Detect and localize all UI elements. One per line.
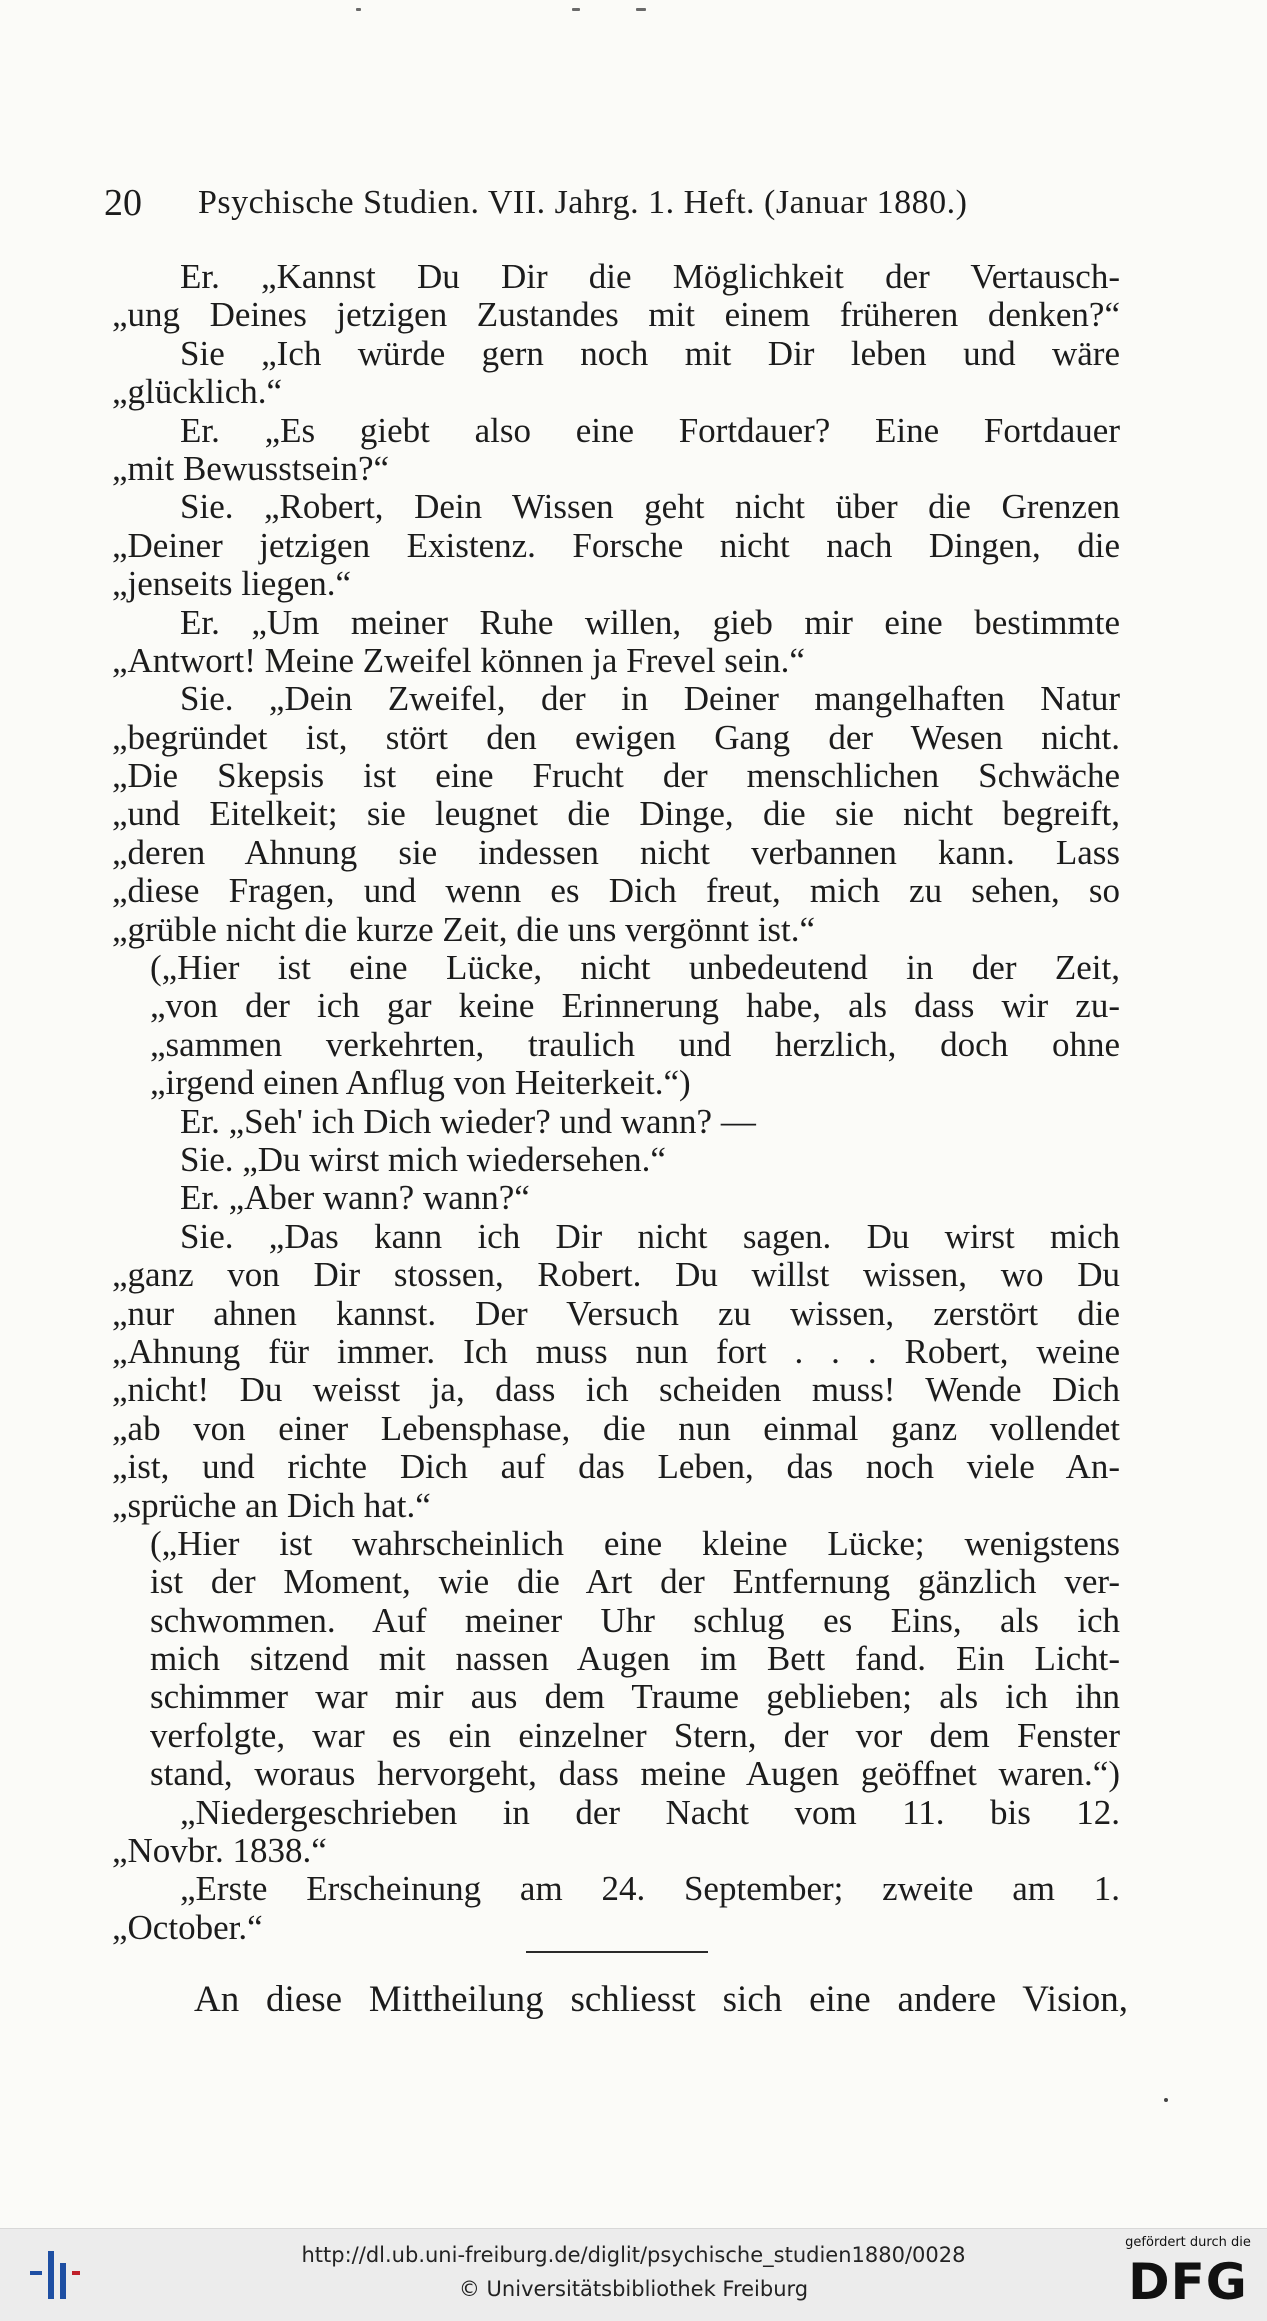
page-number: 20 xyxy=(104,182,142,224)
text-line: „begründet ist, stört den ewigen Gang der Wesen nicht. xyxy=(112,717,1120,757)
text-line: „und Eitelkeit; sie leugnet die Dinge, die sie nicht begreift, xyxy=(112,794,1120,834)
body-text xyxy=(112,258,1120,1947)
text-line: „von der ich gar keine Erinnerung habe, als dass wir zu- xyxy=(150,986,1120,1026)
text-line: Er. „Es giebt also eine Fortdauer? Eine Fortdauer xyxy=(180,410,1120,450)
text-line: „ganz von Dir stossen, Robert. Du willst wissen, wo Du xyxy=(112,1255,1120,1295)
text-line: Sie „Ich würde gern noch mit Dir leben und wäre xyxy=(180,333,1120,373)
source-url-link[interactable]: http://dl.ub.uni-freiburg.de/diglit/psychische_studien1880/0028 xyxy=(301,2243,966,2267)
text-line: ist der Moment, wie die Art der Entfernung gänzlich ver- xyxy=(150,1562,1120,1602)
text-line: Sie. „Dein Zweifel, der in Deiner mangelhaften Natur xyxy=(180,679,1120,719)
text-line: „mit Bewusstsein?“ xyxy=(112,448,390,488)
text-line: „nicht! Du weisst ja, dass ich scheiden muss! Wende Dich xyxy=(112,1370,1120,1410)
text-line: „Niedergeschrieben in der Nacht vom 11. bis 12. xyxy=(180,1792,1120,1832)
text-line: verfolgte, war es ein einzelner Stern, der vor dem Fenster xyxy=(150,1715,1120,1755)
text-line: schwommen. Auf meiner Uhr schlug es Eins, als ich xyxy=(150,1600,1120,1640)
footer-bar xyxy=(0,2228,1267,2321)
text-line: „October.“ xyxy=(112,1907,263,1947)
text-line: „deren Ahnung sie indessen nicht verbannen kann. Lass xyxy=(112,832,1120,872)
text-line: „Die Skepsis ist eine Frucht der menschlichen Schwäche xyxy=(112,756,1120,796)
text-line: „glücklich.“ xyxy=(112,372,283,412)
text-line: „Erste Erscheinung am 24. September; zweite am 1. xyxy=(180,1869,1120,1909)
text-line: Sie. „Du wirst mich wiedersehen.“ xyxy=(180,1139,666,1179)
text-line: stand, woraus hervorgeht, dass meine Augen geöffnet waren.“) xyxy=(150,1754,1120,1794)
closing-line: An diese Mittheilung schliesst sich eine andere Vision, xyxy=(194,1979,1128,2020)
text-line: „jenseits liegen.“ xyxy=(112,564,352,604)
text-line: „irgend einen Anflug von Heiterkeit.“) xyxy=(150,1063,691,1103)
section-divider xyxy=(526,1951,708,1953)
text-line: („Hier ist eine Lücke, nicht unbedeutend in der Zeit, xyxy=(150,948,1120,988)
text-line: Er. „Um meiner Ruhe willen, gieb mir eine bestimmte xyxy=(180,602,1120,642)
text-line: „Novbr. 1838.“ xyxy=(112,1831,327,1871)
text-line: „sammen verkehrten, traulich und herzlich, doch ohne xyxy=(150,1024,1120,1064)
text-line: Er. „Kannst Du Dir die Möglichkeit der Vertausch- xyxy=(180,257,1120,296)
text-line: „Antwort! Meine Zweifel können ja Frevel sein.“ xyxy=(112,640,805,680)
text-line: „ist, und richte Dich auf das Leben, das noch viele An- xyxy=(112,1447,1120,1487)
dfg-logo xyxy=(1118,2235,1258,2317)
text-line: („Hier ist wahrscheinlich eine kleine Lücke; wenigstens xyxy=(150,1523,1120,1563)
text-line: „Ahnung für immer. Ich muss nun fort . . . Robert, weine xyxy=(112,1331,1120,1371)
text-line: „ab von einer Lebensphase, die nun einmal ganz vollendet xyxy=(112,1408,1120,1448)
text-line: „nur ahnen kannst. Der Versuch zu wissen, zerstört die xyxy=(112,1293,1120,1333)
text-line: „ung Deines jetzigen Zustandes mit einem früheren denken?“ xyxy=(112,295,1120,335)
text-line: schimmer war mir aus dem Traume geblieben; als ich ihn xyxy=(150,1677,1120,1717)
copyright-notice: © Universitätsbibliothek Freiburg xyxy=(458,2277,809,2301)
text-line: Er. „Aber wann? wann?“ xyxy=(180,1178,530,1218)
dfg-logo-icon: DFG xyxy=(1128,2253,1248,2311)
running-title: Psychische Studien. VII. Jahrg. 1. Heft. (Januar 1880.) xyxy=(198,184,968,221)
text-line: Sie. „Das kann ich Dir nicht sagen. Du wirst mich xyxy=(180,1216,1120,1256)
text-line: Er. „Seh' ich Dich wieder? und wann? — xyxy=(180,1101,756,1141)
text-line: „Deiner jetzigen Existenz. Forsche nicht nach Dingen, die xyxy=(112,525,1120,565)
text-line: „grüble nicht die kurze Zeit, die uns vergönnt ist.“ xyxy=(112,909,816,949)
text-line: „sprüche an Dich hat.“ xyxy=(112,1485,431,1525)
ink-speck xyxy=(1164,2098,1168,2102)
text-line: Sie. „Robert, Dein Wissen geht nicht über die Grenzen xyxy=(180,487,1120,527)
dfg-caption: gefördert durch die xyxy=(1125,2235,1251,2250)
text-line: mich sitzend mit nassen Augen im Bett fand. Ein Licht- xyxy=(150,1639,1120,1679)
page-header xyxy=(104,178,1114,228)
text-line: „diese Fragen, und wenn es Dich freut, mich zu sehen, so xyxy=(112,871,1120,911)
